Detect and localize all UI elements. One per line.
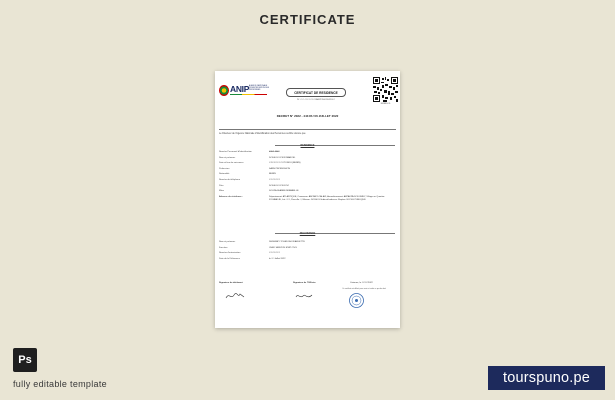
officer-signature-image [295,291,313,301]
row-label: Date de la Délivrance [219,257,240,260]
row-value: le ## Juillet 2022 [269,257,286,260]
address-label: Adresse de résidence : [219,195,243,198]
stamp-caption: Ce certificat est délivré pour servir et valoir ce que de droit [342,288,386,290]
coat-of-arms-icon [219,85,229,96]
row-value: ######### [269,178,280,181]
row-value: SANS PROFESSION [269,167,290,170]
row-value: ######### [269,252,280,255]
declarant-signature-label: Signature du déclarant [219,282,243,284]
certificate-title: CERTIFICAT DE RESIDENCE [286,88,346,97]
row-label: Numéro Personnel d'Identification [219,151,252,153]
row-label: Nom et prénoms [219,241,236,243]
row-value: DOSSOU COFFI MARCEL [269,156,296,159]
officer-signature-label: Signature de l'Officier [293,282,316,284]
anip-logo [219,83,267,99]
row-value: ####-#### [269,151,280,153]
declarant-signature-image [225,291,245,301]
brand-badge: tourspuno.pe [488,366,605,390]
row-label: Nom et prénoms [219,156,236,159]
flag-stripe [230,94,267,95]
row-value: DOSSOU CODJOVI [269,184,289,187]
delivery-rows [219,241,396,263]
document-number: N° ###-#########/ANIP/DG/DSI/20## [297,99,335,101]
row-label: Numéro de téléphone [219,178,241,181]
row-label: Père [219,184,224,187]
decree-line: DECRET N° 2022 - 443 DU 06 JUILLET 2022 [276,114,339,118]
row-label: Date et lieu de naissance [219,162,244,165]
intro-text: Le Directeur de l'Agence Nationale d'Identification des Personnes certifie sincère que [219,133,306,135]
info-row [219,258,396,264]
document-header [219,77,396,107]
row-value: ##/##/#### COTONOU (BENIN) [269,162,301,165]
official-stamp-icon [349,293,364,308]
row-label: Numéro d'autorisation [219,252,241,255]
row-label: Mère [219,190,224,193]
row-label: Fonction [219,246,228,249]
page-title: CERTIFICATE [259,12,356,27]
row-label: Profession [219,167,230,170]
row-value: DEDEMEY TCHEDOHON ARLETTE [269,241,305,243]
section-residence-title: RESIDENCE [300,144,315,147]
divider [219,129,396,130]
editable-template-label: fully editable template [13,379,107,389]
section-delivery-title: DELIVRANCE [299,232,316,235]
qr-label: MOBILE ID [380,103,391,105]
row-label: Nationalité [219,173,230,176]
address-row [219,196,396,213]
photoshop-icon: Ps [13,348,37,372]
certificate-document [215,71,400,328]
identity-rows [219,151,396,213]
logo-subtitle: AGENCE NATIONALE D'IDENTIFICATION DES PERSONNES [249,85,269,92]
place-date: Cotonou, le ##/##/2022 [350,282,373,284]
row-value: SOUZA JEANNE MIRABELLE [269,190,299,193]
qr-code-icon [373,77,398,102]
row-value: BENIN [269,173,276,176]
row-value: CHEF SERVICE ETAT CIVIL [269,246,298,249]
address-value: Département: ATLANTIQUE, Commune: ABOMEY-CALAVI, Arrondissement: AKPAKPA DODOMEY, Village ou Quartier: ZOGBADJE, Lot: ###, Parcelle: #, Maison: DOSSOU Indicatif adresse: Repère: ECOLE PUBLIQUE [269,195,386,201]
logo-text: ANIP [230,84,250,94]
